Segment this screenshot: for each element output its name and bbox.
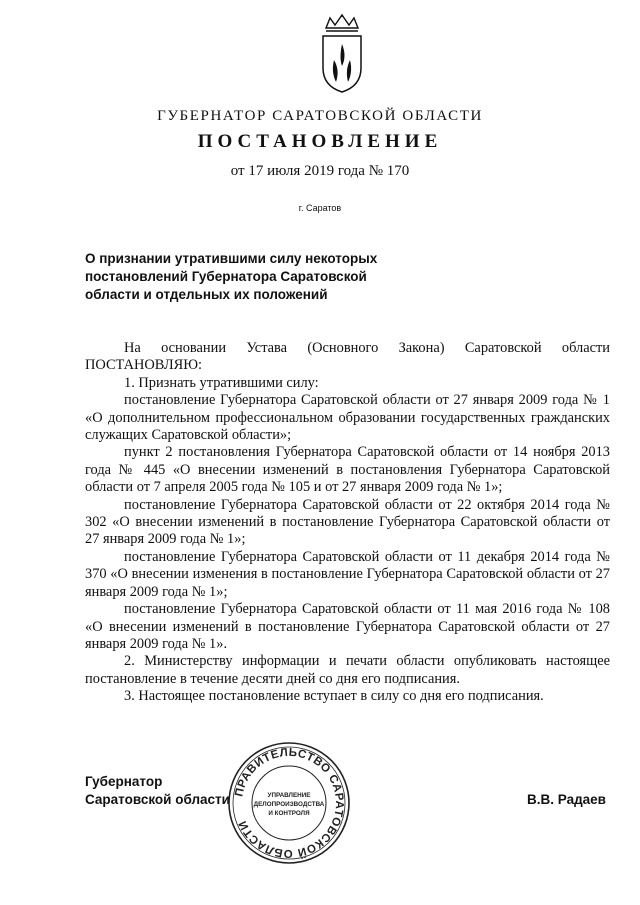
document-date-number: от 17 июля 2019 года № 170 — [230, 163, 410, 179]
item-1: 1. Признать утратившими силу: — [124, 374, 319, 391]
stamp-center-line: УПРАВЛЕНИЕ — [267, 792, 311, 799]
repealed-item: постановление Губернатора Саратовской области от 22 октября 2014 года № 302 «О внесении изменений в постановление Губернатора Саратовской области от 27 января 2009 года № 1»; — [85, 496, 610, 548]
stamp-center-line: ДЕЛОПРОИЗВОДСТВА — [253, 801, 325, 808]
issuing-authority: ГУБЕРНАТОР САРАТОВСКОЙ ОБЛАСТИ — [157, 108, 483, 124]
signer-title-line: Саратовской области — [85, 792, 230, 807]
subject-line: области и отдельных их положений — [85, 287, 328, 302]
repealed-item: пункт 2 постановления Губернатора Саратовской области от 14 ноября 2013 года № 445 «О внесении изменений в постановления Губернатора Саратовской области от 7 апреля 2005 года № 105 и от 27 января 2009 года № 1»; — [85, 444, 610, 496]
coat-of-arms-icon — [318, 14, 366, 94]
signer-name: В.В. Радаев — [527, 792, 606, 807]
intro-paragraph: На основании Устава (Основного Закона) Саратовской области — [124, 340, 610, 356]
city: г. Саратов — [298, 203, 342, 213]
official-stamp — [226, 740, 352, 866]
signer-title-line: Губернатор — [85, 774, 163, 789]
signer-title — [85, 773, 230, 809]
subject-line: О признании утратившими силу некоторых — [85, 251, 378, 266]
repealed-item: постановление Губернатора Саратовской области от 11 мая 2016 года № 108 «О внесении изменений в постановление Губернатора Саратовской области от 27 января 2009 года № 1». — [85, 601, 610, 652]
item-3: 3. Настоящее постановление вступает в силу со дня его подписания. — [124, 688, 544, 705]
stamp-ring-text: ПРАВИТЕЛЬСТВО САРАТОВСКОЙ ОБЛАСТИ — [233, 746, 346, 860]
document-subject — [85, 250, 425, 304]
stamp-center-line: И КОНТРОЛЯ — [268, 810, 310, 817]
subject-line: постановлений Губернатора Саратовской — [85, 269, 367, 284]
item-2: 2. Министерству информации и печати области опубликовать настоящее постановление в течение десяти дней со дня его подписания. — [85, 653, 610, 687]
decree-word: ПОСТАНОВЛЯЮ: — [85, 357, 203, 374]
repealed-item: постановление Губернатора Саратовской области от 27 января 2009 года № 1 «О дополнительном профессиональном образовании государственных гражданских служащих Саратовской области»; — [85, 392, 610, 444]
repealed-item: постановление Губернатора Саратовской области от 11 декабря 2014 года № 370 «О внесении изменения в постановление Губернатора Саратовской области от 27 января 2009 года № 1»; — [85, 548, 610, 600]
document-type: ПОСТАНОВЛЕНИЕ — [197, 131, 443, 152]
document-body — [85, 340, 610, 706]
